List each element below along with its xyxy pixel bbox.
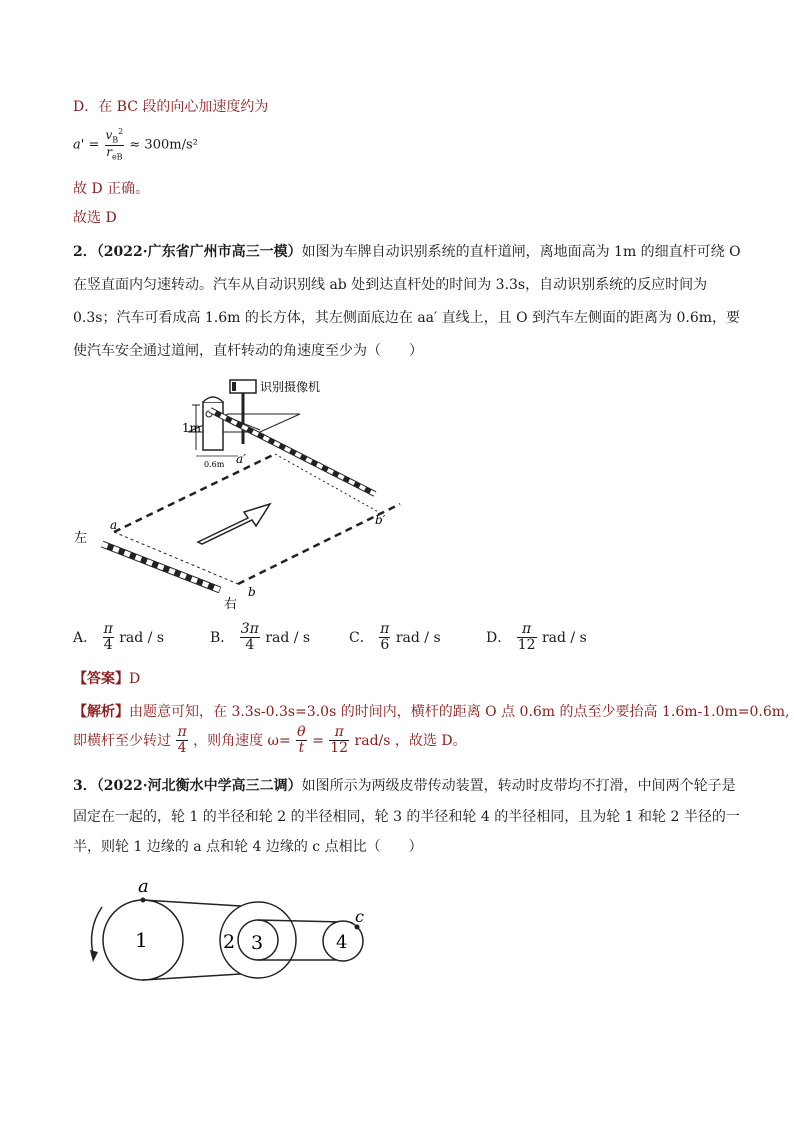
q2-line1 <box>73 241 741 261</box>
camera-label: 识别摄像机 <box>260 380 321 394</box>
analysis-frac1-num: π <box>177 724 187 740</box>
option-b-fraction <box>240 622 260 654</box>
analysis-text1: 由题意可知，在 3.3s-0.3s=3.0s 的时间内，横杆的距离 O 点 0.6m 的点至少要抬高 1.6m-1.0m=0.6m, <box>129 704 790 720</box>
option-a-unit: rad / s <box>119 629 165 646</box>
rotation-arrow <box>92 907 102 957</box>
analysis-fraction-2 <box>296 725 306 757</box>
option-b-letter: B． <box>210 629 235 646</box>
recognition-strip <box>102 544 220 590</box>
analysis-eq: = <box>312 732 324 749</box>
option-b-den: 4 <box>245 637 255 654</box>
q2-stem-line2: 在竖直面内匀速转动。汽车从自动识别线 ab 处到达直杆处的时间为 3.3s，自动识别系统的反应时间为 <box>73 277 708 293</box>
analysis-frac2-num: θ <box>297 724 306 740</box>
wheel-1-label: 1 <box>135 928 148 952</box>
analysis-tag: 【解析】 <box>73 704 129 720</box>
q3-number: 3． <box>73 778 97 794</box>
analysis-fraction-3 <box>329 725 349 757</box>
analysis-mid: ，则角速度 ω= <box>193 732 291 749</box>
height-label: 1m <box>182 421 202 435</box>
selection-text: 故选 D <box>73 210 117 226</box>
right-label: 右 <box>224 597 238 612</box>
option-d-den: 12 <box>517 637 536 654</box>
q3-stem-line2: 固定在一起的，轮 1 的半径和轮 2 的半径相同，轮 3 的半径和轮 4 的半径相同，且为轮 1 和轮 2 半径的一 <box>73 809 740 825</box>
option-c-fraction <box>379 622 390 654</box>
point-c-label: c <box>355 907 364 926</box>
option-d-text: D．在 BC 段的向心加速度约为 <box>73 99 269 115</box>
option-c-unit: rad / s <box>395 629 441 646</box>
q2-stem-line4: 使汽车安全通过道闸，直杆转动的角速度至少为（ ） <box>73 343 423 359</box>
option-d[interactable] <box>486 622 587 654</box>
analysis-frac2-den: t <box>298 740 305 757</box>
q2-stem-line3: 0.3s；汽车可看成高 1.6m 的长方体，其左侧面底边在 aa′ 直线上，且 O 到汽车左侧面的距离为 0.6m，要 <box>73 310 741 326</box>
point-a-dot <box>141 898 146 903</box>
option-c[interactable] <box>349 622 441 654</box>
q3-stem-line3: 半，则轮 1 边缘的 a 点和轮 4 边缘的 c 点相比（ ） <box>73 839 423 855</box>
point-b-prime: b′ <box>375 513 386 527</box>
q3-line1 <box>73 775 736 795</box>
option-b-num: 3π <box>240 621 259 637</box>
formula-den: r <box>106 145 112 160</box>
option-b-unit: rad / s <box>265 629 311 646</box>
option-a-num: π <box>103 621 113 637</box>
analysis-line2 <box>73 725 467 757</box>
option-d-fraction <box>517 622 537 654</box>
option-a[interactable] <box>73 622 164 654</box>
option-d-unit: rad / s <box>541 629 587 646</box>
option-a-den: 4 <box>103 637 113 654</box>
wheel-2-label: 2 <box>223 931 236 953</box>
q2-stem-line1: 如图为车牌自动识别系统的直杆道闸，离地面高为 1m 的细直杆可绕 O <box>301 244 741 260</box>
option-b[interactable] <box>210 622 310 654</box>
barrier-rod <box>210 410 375 494</box>
offset-label: 0.6m <box>204 460 225 469</box>
analysis-frac3-den: 12 <box>330 740 349 757</box>
formula-num: v <box>105 128 113 142</box>
direction-arrow <box>198 504 270 544</box>
point-a: a <box>110 518 118 532</box>
formula-num-sup: 2 <box>118 127 124 136</box>
formula-den-sub: eB <box>111 152 123 162</box>
analysis-line1 <box>73 701 790 721</box>
belt-drive-figure <box>80 872 380 1002</box>
option-a-letter: A． <box>73 629 98 646</box>
analysis-end: rad/s ，故选 D。 <box>354 732 467 749</box>
answer-tag: 【答案】 <box>73 671 129 687</box>
analysis-fraction-1 <box>176 725 187 757</box>
option-d-letter: D． <box>486 629 512 646</box>
formula-num-sub: B <box>112 135 119 145</box>
conclusion-text: 故 D 正确。 <box>73 181 150 197</box>
q3-source: （2022·河北衡水中学高三二调） <box>96 778 302 794</box>
option-c-den: 6 <box>380 637 390 654</box>
q2-source: （2022·广东省广州市高三一模） <box>96 244 302 260</box>
answer-line <box>73 668 140 688</box>
formula-lhs: a' = <box>73 137 100 153</box>
wheel-3-label: 3 <box>251 932 264 954</box>
option-c-letter: C． <box>349 629 374 646</box>
analysis-pre: 即横杆至少转过 <box>73 732 171 749</box>
analysis-frac3-num: π <box>329 725 349 741</box>
formula-fraction <box>105 128 125 162</box>
point-a-label: a <box>138 876 149 897</box>
option-c-num: π <box>380 621 390 637</box>
point-a-prime: a′ <box>236 452 246 466</box>
barrier-gate-figure <box>70 372 410 612</box>
point-b: b <box>248 585 256 599</box>
analysis-frac1-den: 4 <box>177 740 187 757</box>
q3-stem-line1: 如图所示为两级皮带传动装置，转动时皮带均不打滑，中间两个轮子是 <box>301 778 736 794</box>
wheel-4-label: 4 <box>336 932 348 953</box>
option-a-fraction <box>103 622 114 654</box>
left-label: 左 <box>74 531 88 546</box>
option-d-num: π <box>517 622 537 638</box>
formula-rhs: ≈ 300m/s² <box>129 137 198 153</box>
q2-number: 2． <box>73 244 97 260</box>
acceleration-formula <box>73 128 198 162</box>
answer-value: D <box>129 671 141 687</box>
